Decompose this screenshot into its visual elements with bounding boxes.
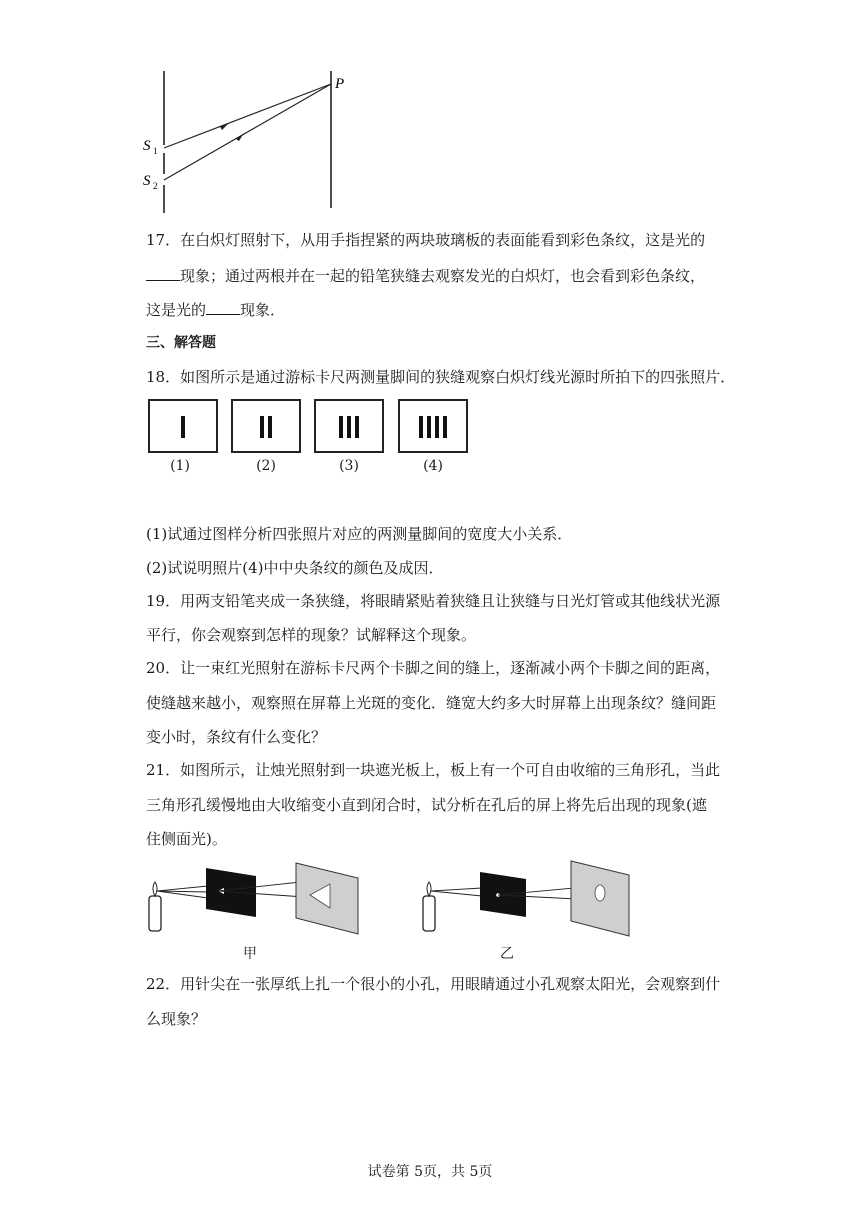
fringe-bar	[181, 416, 185, 438]
shield-board-a	[206, 868, 256, 917]
q17-line2-text: 现象；通过两根并在一起的铅笔狭缝去观察发光的白炽灯，也会看到彩色条纹，	[180, 267, 706, 285]
q20-line1: 20．让一束红光照射在游标卡尺两个卡脚之间的缝上，逐渐减小两个卡脚之间的距离，	[146, 659, 721, 677]
q18-sub2: (2)试说明照片(4)中中央条纹的颜色及成因．	[146, 559, 444, 577]
q17-line1: 17．在白炽灯照射下，从用手指捏紧的两块玻璃板的表面能看到彩色条纹，这是光的	[146, 231, 706, 249]
q17-line3-after: 现象．	[240, 301, 286, 319]
label-s2: S	[143, 173, 151, 189]
candle-a	[149, 896, 161, 931]
triangle-hole-figure-a	[144, 858, 369, 938]
fringe-bar	[355, 416, 359, 438]
q17-line2	[146, 266, 705, 286]
label-s2-sub: 2	[153, 181, 158, 191]
light-spot-b	[595, 885, 605, 901]
label-s1: S	[143, 138, 151, 154]
figure-a-caption: 甲	[243, 946, 257, 962]
photo-4-caption: (4)	[423, 458, 443, 474]
photo-3	[314, 399, 384, 453]
photo-3-fringes	[316, 416, 382, 438]
candle-b	[423, 896, 435, 931]
q19-line2: 平行，你会观察到怎样的现象？试解释这个现象。	[146, 626, 477, 644]
q22-line1: 22．用针尖在一张厚纸上扎一个很小的小孔，用眼睛通过小孔观察太阳光，会观察到什	[146, 975, 721, 993]
photo-4	[398, 399, 468, 453]
fringe-bar	[419, 416, 423, 438]
fringe-bar	[347, 416, 351, 438]
section-title: 三、解答题	[146, 335, 216, 351]
label-s1-sub: 1	[153, 146, 158, 156]
photo-2-caption: (2)	[256, 458, 276, 474]
q20-line2: 使缝越来越小，观察照在屏幕上光斑的变化．缝宽大约多大时屏幕上出现条纹？缝间距	[146, 694, 717, 712]
figure-b-caption: 乙	[500, 946, 514, 962]
q19-line1: 19．用两支铅笔夹成一条狭缝，将眼睛紧贴着狭缝且让狭缝与日光灯管或其他线状光源	[146, 592, 721, 610]
photo-1-fringes	[150, 416, 216, 438]
q17-line3	[146, 300, 285, 320]
photo-2	[231, 399, 301, 453]
ray-s1	[164, 84, 331, 148]
q20-line3: 变小时，条纹有什么变化？	[146, 728, 327, 746]
photo-3-caption: (3)	[339, 458, 359, 474]
fringe-bar	[339, 416, 343, 438]
answer-blank-2[interactable]	[206, 302, 240, 315]
double-slit-figure	[140, 68, 370, 213]
photo-1-caption: (1)	[170, 458, 190, 474]
label-p: P	[335, 76, 345, 92]
q21-line2: 三角形孔缓慢地由大收缩变小直到闭合时，试分析在孔后的屏上将先后出现的现象(遮	[146, 796, 707, 814]
q21-line3: 住侧面光)。	[146, 830, 227, 848]
fringe-bar	[443, 416, 447, 438]
photo-2-fringes	[233, 416, 299, 438]
answer-blank-1[interactable]	[146, 268, 180, 281]
q18-stem: 18．如图所示是通过游标卡尺两测量脚间的狭缝观察白炽灯线光源时所拍下的四张照片．	[146, 368, 736, 386]
fringe-bar	[260, 416, 264, 438]
q18-sub1: (1)试通过图样分析四张照片对应的两测量脚间的宽度大小关系．	[146, 525, 573, 543]
q22-line2: 么现象？	[146, 1010, 207, 1028]
q21-line1: 21．如图所示，让烛光照射到一块遮光板上，板上有一个可自由收缩的三角形孔，当此	[146, 761, 721, 779]
fringe-bar	[435, 416, 439, 438]
fringe-bar	[268, 416, 272, 438]
photo-1	[148, 399, 218, 453]
page-footer: 试卷第 5页，共 5页	[367, 1164, 493, 1180]
triangle-hole-figure-b	[418, 858, 643, 938]
fringe-bar	[427, 416, 431, 438]
ray-s2	[164, 84, 331, 180]
q17-line3-before: 这是光的	[146, 301, 207, 319]
photo-4-fringes	[400, 416, 466, 438]
